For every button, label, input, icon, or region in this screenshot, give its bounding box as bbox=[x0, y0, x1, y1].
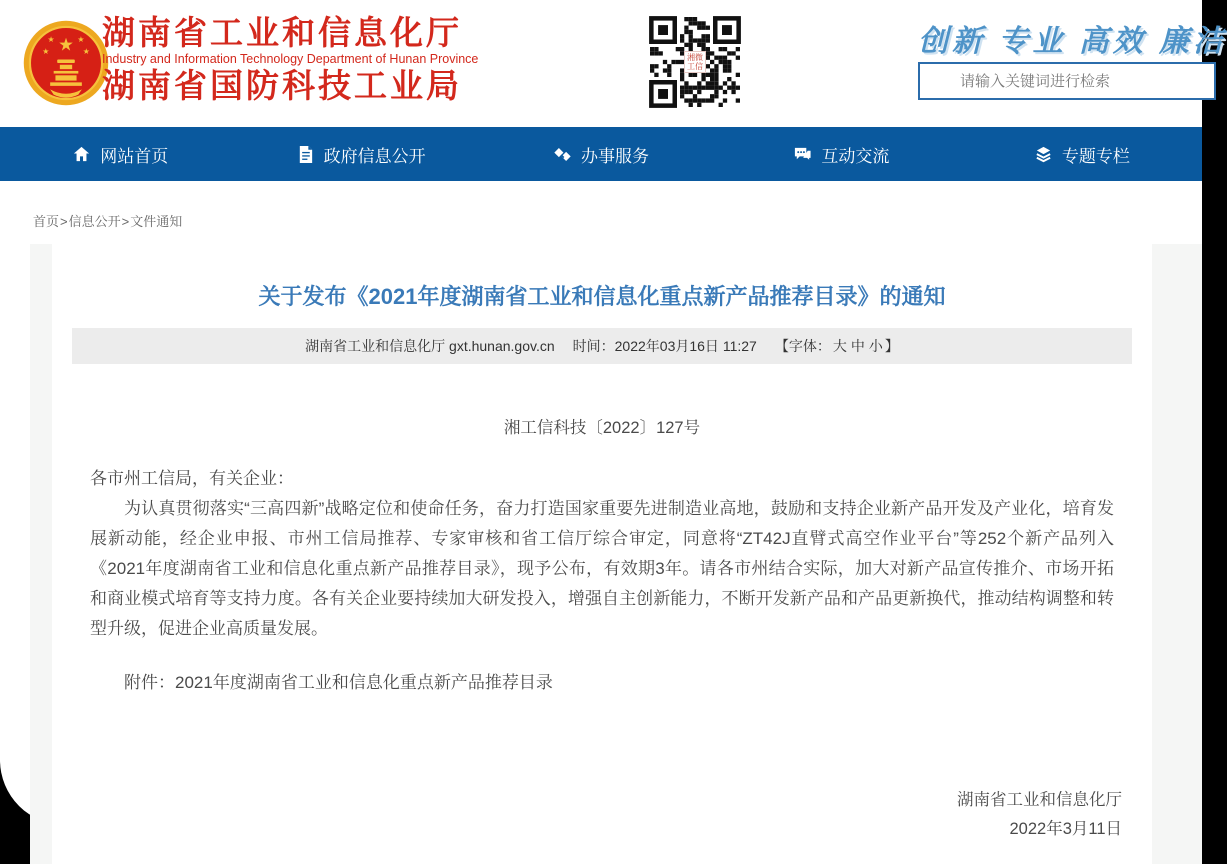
signature-block bbox=[52, 786, 1122, 844]
home-icon bbox=[72, 145, 91, 164]
nav-item-label: 专题专栏 bbox=[1061, 146, 1130, 166]
chat-icon bbox=[793, 145, 812, 164]
font-size-medium[interactable]: 中 bbox=[850, 338, 865, 354]
signature-date: 2022年3月11日 bbox=[1009, 820, 1122, 838]
breadcrumb-separator: > bbox=[60, 214, 68, 229]
document-icon bbox=[296, 145, 315, 164]
national-emblem-icon bbox=[22, 19, 110, 107]
nav-item-label: 办事服务 bbox=[581, 146, 650, 166]
nav-item-interact[interactable] bbox=[721, 127, 961, 181]
article-meta-bar bbox=[72, 328, 1132, 364]
org-name-cn: 湖南省工业和信息化厅 bbox=[102, 14, 462, 51]
nav-item-gov-info[interactable] bbox=[240, 127, 480, 181]
nav-item-label: 互动交流 bbox=[821, 146, 890, 166]
svg-text:★: ★ bbox=[47, 34, 55, 44]
search-box bbox=[918, 62, 1216, 100]
main-paragraph: 为认真贯彻落实“三高四新”战略定位和使命任务，奋力打造国家重要先进制造业高地，鼓励和支持企业新产品开发及产业化，培育发展新动能，经企业申报、市州工信局推荐、专家审核和省工信厅综合审定，同意将“ZT42J直臂式高空作业平台”等252个新产品列入《2021年度湖南省工业和信息化重点新产品推荐目录》，现予公布，有效期3年。请各市州结合实际，加大对新产品宣传推介、市场开拓和商业模式培育等支持力度。各有关企业要持续加大研发投入，增强自主创新能力，不断开发新产品和产品更新换代，推动结构调整和转型升级，促进企业高质量发展。 bbox=[90, 499, 1114, 638]
nav-item-topics[interactable] bbox=[962, 127, 1202, 181]
article-time: 时间：2022年03月16日 11:27 bbox=[572, 338, 757, 354]
breadcrumb-separator: > bbox=[121, 214, 130, 229]
article-source: 湖南省工业和信息化厅 gxt.hunan.gov.cn bbox=[305, 338, 555, 354]
breadcrumb-item-home[interactable]: 首页 bbox=[33, 214, 60, 229]
font-size-label: 【字体： bbox=[774, 338, 831, 354]
salutation: 各市州工信局，有关企业： bbox=[90, 469, 294, 488]
nav-item-home[interactable] bbox=[0, 127, 240, 181]
font-size-small[interactable]: 小 bbox=[868, 338, 883, 354]
svg-text:★: ★ bbox=[77, 34, 85, 44]
org-name-block bbox=[102, 14, 478, 105]
qr-code bbox=[650, 17, 740, 107]
breadcrumb-item-info[interactable]: 信息公开 bbox=[68, 214, 121, 229]
handshake-icon bbox=[553, 145, 572, 164]
site-header bbox=[0, 0, 1227, 127]
document-number: 湘工信科技〔2022〕127号 bbox=[503, 419, 701, 437]
svg-text:★: ★ bbox=[82, 47, 90, 57]
article-card bbox=[52, 244, 1152, 864]
search-input[interactable] bbox=[920, 64, 1214, 98]
signature-org: 湖南省工业和信息化厅 bbox=[957, 791, 1122, 809]
nav-item-label: 政府信息公开 bbox=[323, 146, 426, 166]
slogan-text: 创新 专业 高效 廉洁 bbox=[918, 25, 1227, 58]
font-size-label-close: 】 bbox=[884, 338, 899, 354]
article-title: 关于发布《2021年度湖南省工业和信息化重点新产品推荐目录》的通知 bbox=[258, 284, 946, 309]
org-name-en: Industry and Information Technology Department of Hunan Province bbox=[102, 52, 479, 66]
attachment-line[interactable]: 附件：2021年度湖南省工业和信息化重点新产品推荐目录 bbox=[124, 673, 553, 692]
breadcrumb-item-notices[interactable]: 文件通知 bbox=[130, 214, 183, 229]
article-body bbox=[90, 464, 1114, 698]
qr-center-label: 湘微 工信 bbox=[684, 51, 706, 73]
nav-item-services[interactable] bbox=[481, 127, 721, 181]
svg-text:★: ★ bbox=[42, 47, 50, 57]
org-name-cn2: 湖南省国防科技工业局 bbox=[102, 67, 462, 104]
breadcrumb bbox=[0, 181, 1202, 244]
content-background bbox=[30, 244, 1202, 864]
main-nav bbox=[0, 127, 1202, 181]
svg-text:★: ★ bbox=[58, 34, 74, 55]
layers-icon bbox=[1034, 145, 1053, 164]
nav-item-label: 网站首页 bbox=[100, 146, 169, 166]
font-size-large[interactable]: 大 bbox=[832, 338, 847, 354]
